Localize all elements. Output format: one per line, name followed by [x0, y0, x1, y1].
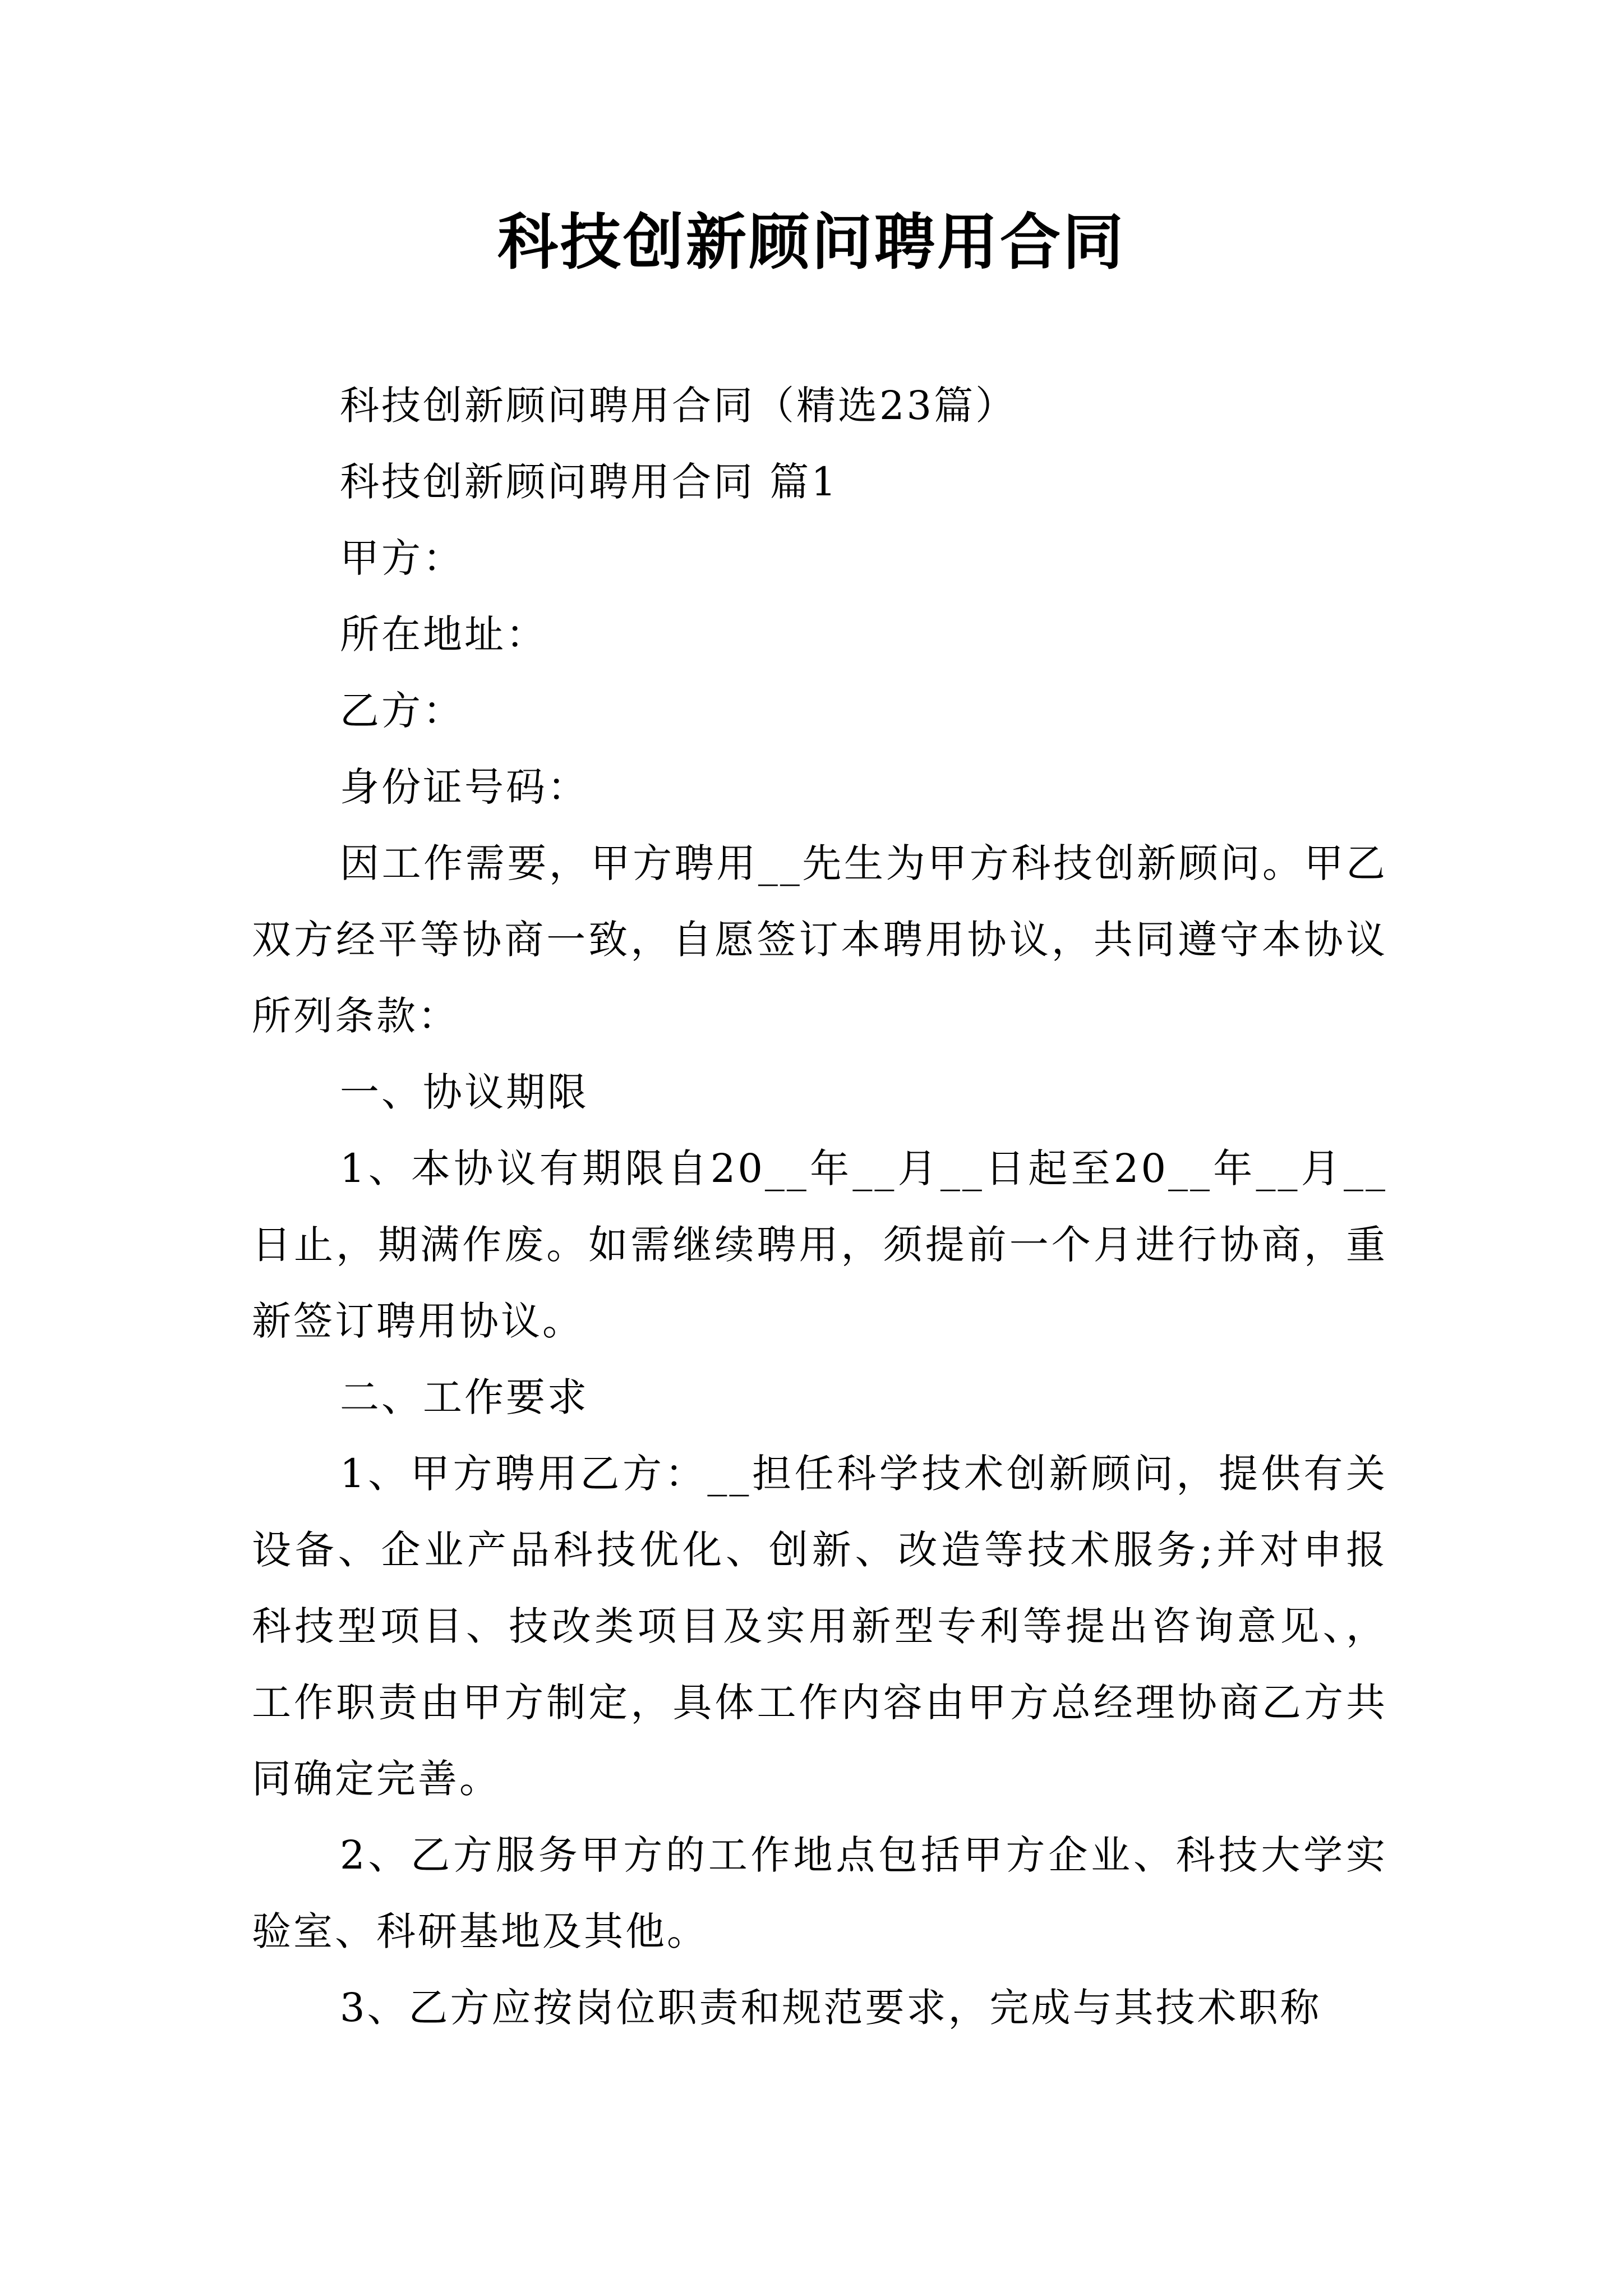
section-heading: 科技创新顾问聘用合同 篇1 [340, 459, 838, 505]
address-field: 所在地址： [340, 611, 547, 657]
id-number-field: 身份证号码： [340, 764, 589, 810]
document-title: 科技创新顾问聘用合同 [497, 207, 1126, 278]
clause-paragraph: 1、甲方聘用乙方：__担任科学技术创新顾问，提供有关设备、企业产品科技优化、创新、改造等技术服务;并对申报科技型项目、技改类项目及实用新型专利等提出咨询意见、，工作职责由甲方制定，具体工作内容由甲方总经理协商乙方共同确定完善。 [252, 1451, 1387, 1802]
party-a-field: 甲方： [340, 535, 464, 581]
clause-heading: 一、协议期限 [340, 1069, 589, 1115]
clause-paragraph: 2、乙方服务甲方的工作地点包括甲方企业、科技大学实验室、科研基地及其他。 [252, 1832, 1387, 1954]
clause-heading: 二、工作要求 [340, 1374, 589, 1420]
document-body [252, 367, 1387, 2046]
intro-paragraph: 因工作需要，甲方聘用__先生为甲方科技创新顾问。甲乙双方经平等协商一致，自愿签订本聘用协议，共同遵守本协议所列条款： [252, 840, 1387, 1039]
clause-paragraph: 3、乙方应按岗位职责和规范要求，完成与其技术职称 [340, 1985, 1322, 2031]
clause-paragraph: 1、本协议有期限自20__年__月__日起至20__年__月__日止，期满作废。如需继续聘用，须提前一个月进行协商，重新签订聘用协议。 [252, 1145, 1387, 1344]
document-subtitle: 科技创新顾问聘用合同（精选23篇） [340, 383, 1017, 429]
party-b-field: 乙方： [340, 688, 464, 734]
